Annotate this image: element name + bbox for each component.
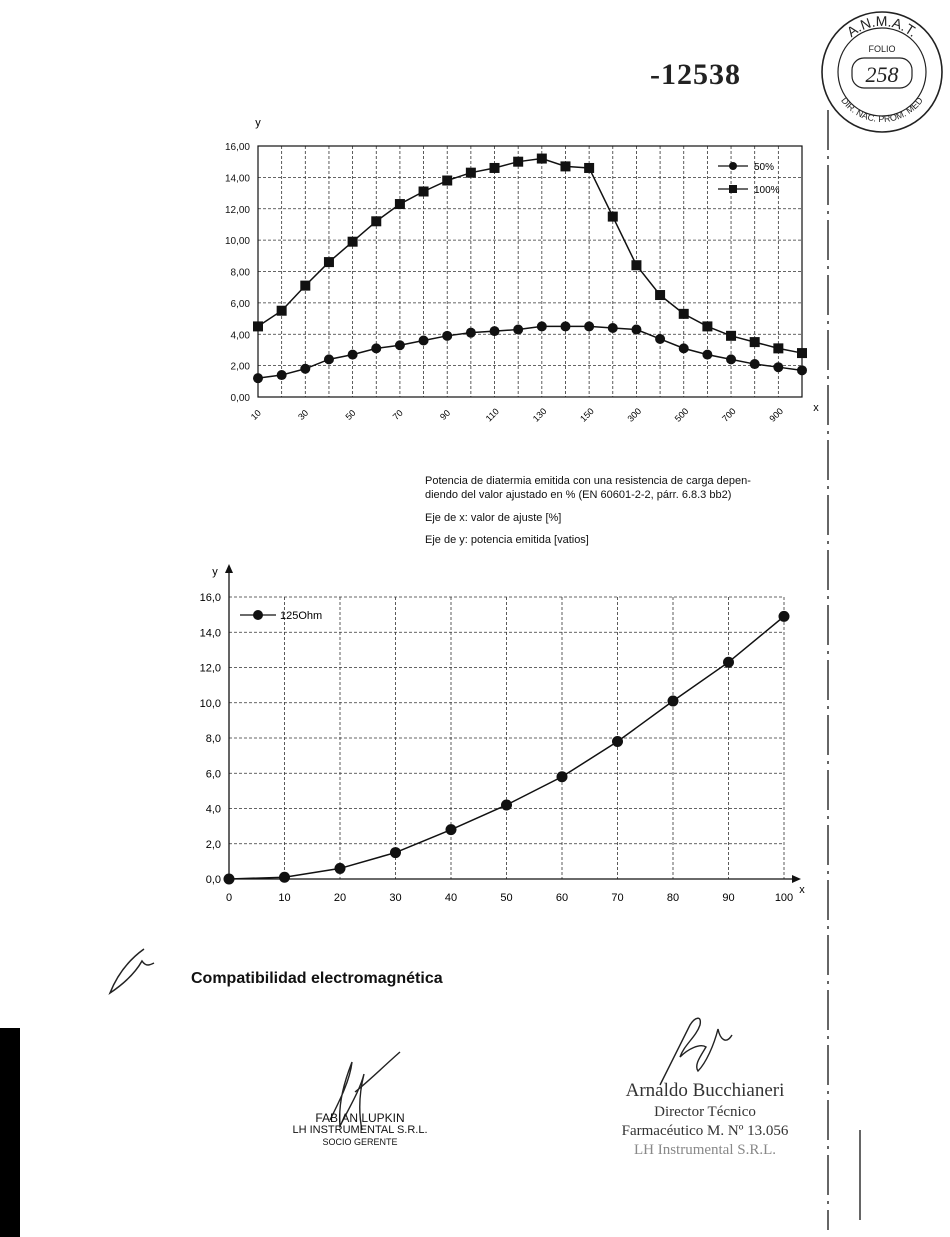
signature-left — [270, 1112, 450, 1148]
y-tick-label: 16,00 — [224, 142, 250, 153]
caption-x-axis: Eje de x: valor de ajuste [%] — [425, 512, 562, 524]
signer-right-company: LH Instrumental S.R.L. — [633, 1142, 777, 1158]
y-tick-label: 12,0 — [199, 662, 221, 675]
y-tick-label: 6,00 — [230, 298, 250, 310]
caption-y-axis: Eje de y: potencia emitida [vatios] — [425, 534, 589, 546]
y-tick-label: 14,0 — [199, 627, 221, 640]
data-point — [446, 824, 457, 835]
x-tick-label: 60 — [555, 892, 569, 904]
signer-right-license: Farmacéutico M. Nº 13.056 — [621, 1123, 789, 1139]
stamp-folio-label: FOLIO — [868, 44, 896, 54]
x-tick-label: 10 — [248, 407, 263, 422]
data-point — [779, 611, 790, 622]
x-tick-label: 500 — [672, 406, 691, 424]
x-tick-label: 50 — [343, 407, 358, 422]
data-point — [612, 736, 623, 747]
x-tick-label: 70 — [611, 892, 624, 904]
stamp-text: A.N.M.A.T. — [843, 12, 921, 40]
data-point — [279, 872, 290, 883]
x-tick-label: 900 — [767, 406, 786, 424]
x-tick-label: 80 — [666, 892, 680, 904]
y-tick-label: 2,0 — [205, 838, 221, 851]
x-tick-label: 40 — [444, 892, 458, 904]
y-tick-label: 12,00 — [224, 204, 250, 216]
x-tick-label: 10 — [278, 892, 291, 904]
x-tick-label: 130 — [530, 406, 549, 424]
signature-right — [585, 1080, 825, 1159]
signer-left-company: LH INSTRUMENTAL S.R.L. — [292, 1124, 428, 1136]
caption-line-1: Potencia de diatermia emitida con una resistencia de carga depen- — [425, 475, 751, 487]
signer-right-title: Director Técnico — [654, 1104, 756, 1120]
y-axis-arrow — [225, 564, 233, 573]
y-axis-label: y — [255, 117, 261, 129]
x-axis-arrow — [792, 875, 801, 883]
x-tick-label: 30 — [296, 407, 311, 422]
legend-marker — [253, 610, 263, 620]
y-tick-label: 8,0 — [205, 733, 221, 745]
data-point — [501, 799, 512, 810]
legend-label: 50% — [754, 162, 775, 173]
stamp-folio-number: 258 — [865, 62, 899, 87]
x-tick-label: 50 — [500, 892, 513, 904]
data-point — [557, 771, 568, 782]
y-tick-label: 4,00 — [230, 330, 250, 342]
x-tick-label: 150 — [578, 406, 596, 424]
data-point — [335, 863, 346, 874]
y-tick-label: 0,00 — [230, 393, 250, 404]
data-point — [668, 695, 679, 706]
y-tick-label: 10,0 — [199, 697, 221, 710]
x-tick-label: 300 — [625, 406, 644, 424]
stamp-bottom-text: DIR. NAC. PROM. MED — [839, 95, 925, 125]
x-tick-label: 90 — [438, 407, 453, 422]
data-point — [390, 847, 401, 858]
x-tick-label: 30 — [389, 892, 402, 904]
data-point — [224, 874, 235, 885]
y-tick-label: 14,00 — [224, 173, 250, 185]
y-tick-label: 0,0 — [205, 874, 221, 886]
y-tick-label: 2,00 — [230, 361, 250, 373]
x-tick-label: 700 — [720, 406, 738, 424]
section-heading: Compatibilidad electromagnética — [191, 970, 443, 987]
data-point — [723, 657, 734, 668]
x-axis-label: x — [799, 884, 805, 896]
signer-left-role: SOCIO GERENTE — [322, 1137, 398, 1147]
y-tick-label: 10,00 — [224, 236, 250, 248]
caption-line-2: diendo del valor ajustado en % (EN 60601-2-2, párr. 6.8.3 bb2) — [425, 489, 732, 501]
document-number: -12538 — [650, 58, 741, 91]
y-tick-label: 4,0 — [205, 803, 221, 816]
x-tick-label: 110 — [483, 406, 502, 424]
y-axis-label: y — [212, 566, 218, 578]
x-tick-label: 70 — [390, 407, 405, 422]
y-tick-label: 6,0 — [205, 768, 221, 781]
x-tick-label: 20 — [333, 892, 347, 904]
x-tick-label: 100 — [774, 892, 794, 904]
signer-right-name: Arnaldo Bucchianeri — [625, 1080, 785, 1101]
signer-left-name: FABIAN LUPKIN — [315, 1111, 405, 1125]
x-axis-label: x — [813, 402, 819, 414]
scan-edge — [0, 1028, 20, 1237]
legend-label: 100% — [754, 185, 780, 196]
x-tick-label: 0 — [225, 892, 233, 904]
legend-label: 125Ohm — [280, 610, 323, 622]
y-tick-label: 8,00 — [230, 267, 250, 279]
initial-mark — [100, 945, 160, 1005]
x-tick-label: 90 — [722, 892, 735, 904]
y-tick-label: 16,0 — [199, 592, 221, 604]
